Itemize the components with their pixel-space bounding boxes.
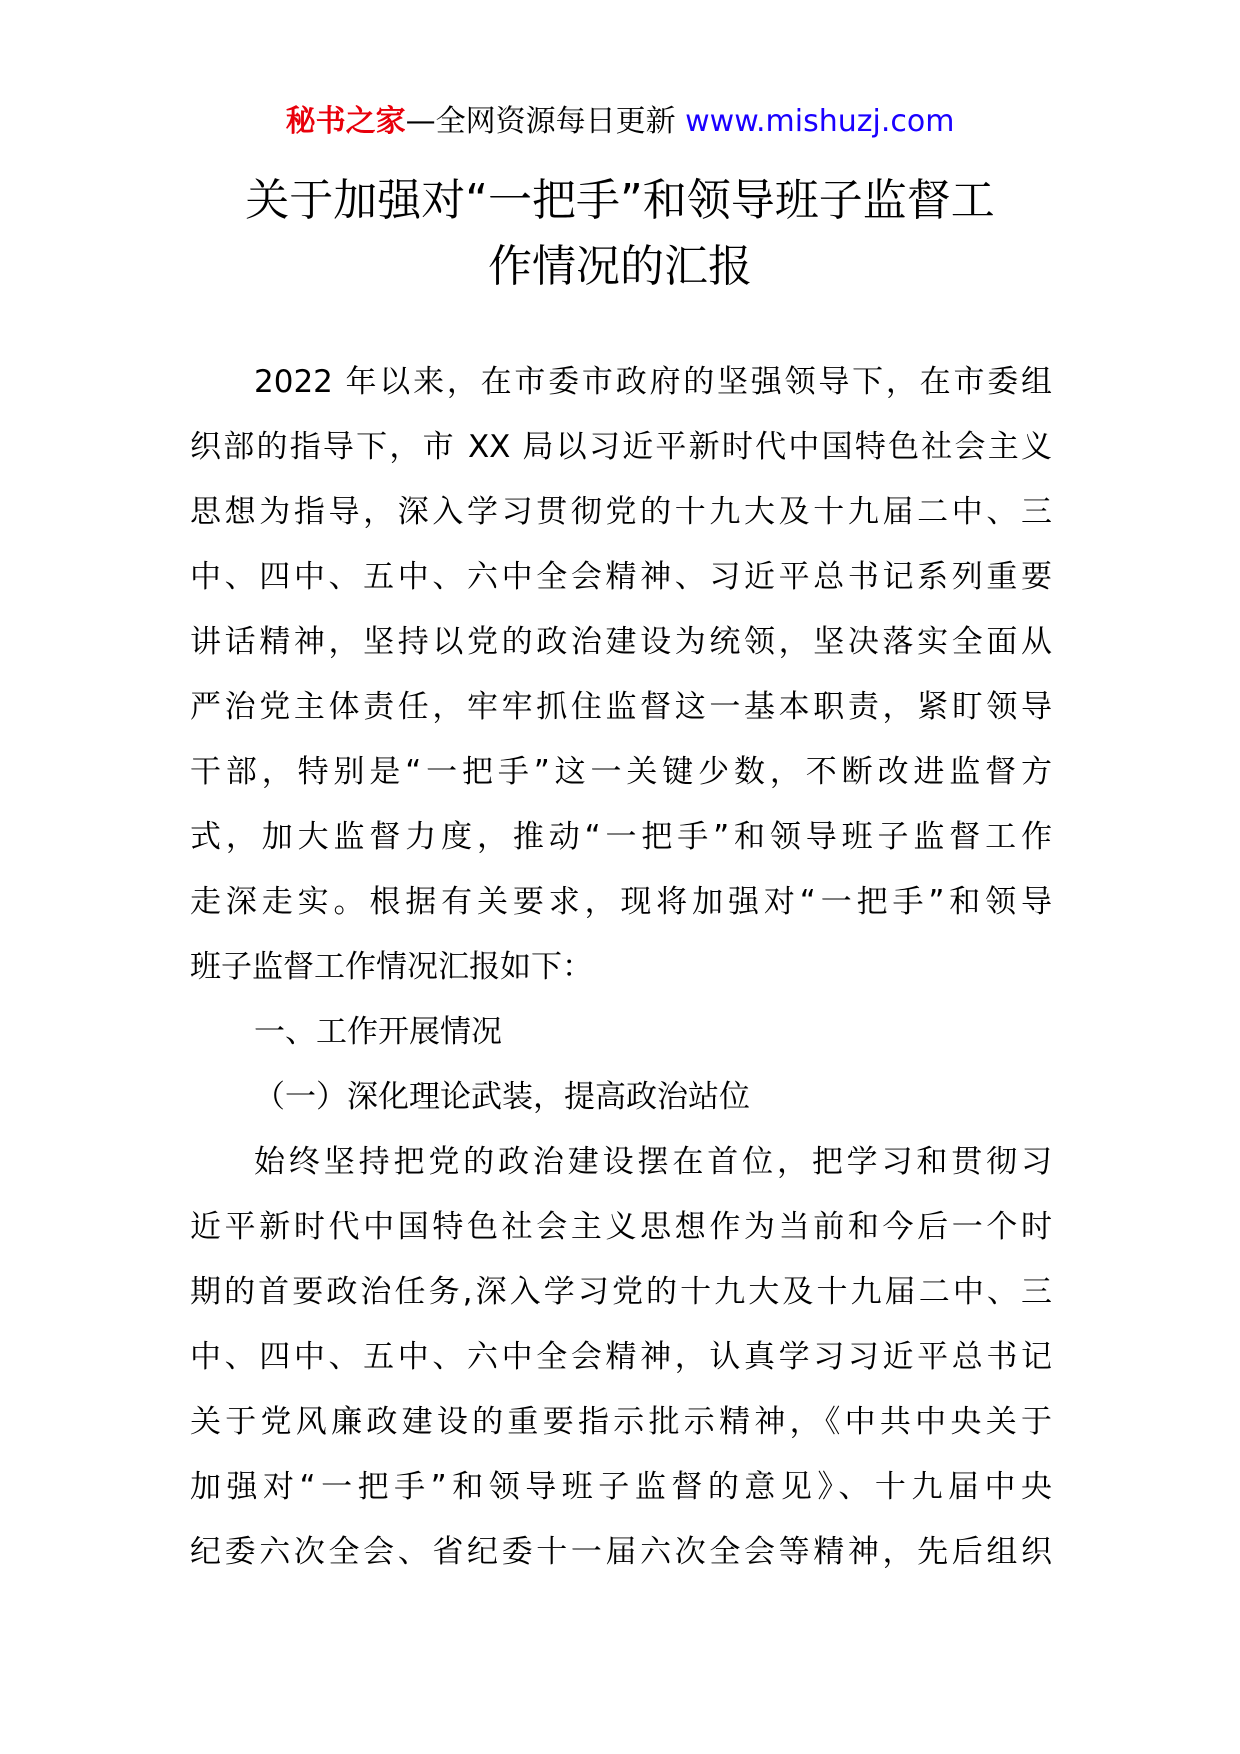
text-line: 严治党主体责任，牢牢抓住监督这一基本职责，紧盯领导	[190, 689, 1052, 725]
text-line: 式，加大监督力度，推动“一把手”和领导班子监督工作	[190, 819, 1052, 855]
brand-name: 秘书之家	[285, 104, 406, 139]
site-url-link[interactable]: www.mishuzj.com	[685, 104, 955, 139]
subsection-heading-text: （一）深化理论武装，提高政治站位	[254, 1079, 750, 1115]
section-heading	[190, 1008, 1052, 1073]
text-line: 讲话精神，坚持以党的政治建设为统领，坚决落实全面从	[190, 624, 1052, 660]
text-line: 关于党风廉政建设的重要指示批示精神，《中共中央关于	[190, 1404, 1052, 1440]
text-line: 中、四中、五中、六中全会精神，认真学习习近平总书记	[190, 1339, 1052, 1375]
header-banner	[0, 100, 1240, 144]
page-title	[190, 168, 1050, 300]
title-line-1: 关于加强对“一把手”和领导班子监督工	[245, 175, 995, 226]
paragraph-intro	[190, 358, 1052, 1008]
text-line: 纪委六次全会、省纪委十一届六次全会等精神，先后组织	[190, 1534, 1052, 1570]
text-line: 加强对“一把手”和领导班子监督的意见》、十九届中央	[190, 1469, 1052, 1505]
text-line: 织部的指导下，市 XX 局以习近平新时代中国特色社会主义	[190, 429, 1052, 465]
title-line-2: 作情况的汇报	[488, 241, 752, 292]
text-line: 期的首要政治任务,深入学习党的十九大及十九届二中、三	[190, 1274, 1052, 1310]
text-line: 始终坚持把党的政治建设摆在首位，把学习和贯彻习	[254, 1144, 1052, 1180]
header-tagline: —全网资源每日更新	[405, 104, 676, 139]
text-line: 2022 年以来，在市委市政府的坚强领导下，在市委组	[254, 364, 1052, 400]
subsection-heading	[190, 1073, 1052, 1138]
text-line: 近平新时代中国特色社会主义思想作为当前和今后一个时	[190, 1209, 1052, 1245]
text-line: 中、四中、五中、六中全会精神、习近平总书记系列重要	[190, 559, 1052, 595]
text-line: 思想为指导，深入学习贯彻党的十九大及十九届二中、三	[190, 494, 1052, 530]
paragraph-body	[190, 1138, 1052, 1593]
text-line: 走深走实。根据有关要求，现将加强对“一把手”和领导	[190, 884, 1052, 920]
text-line: 干部，特别是“一把手”这一关键少数，不断改进监督方	[190, 754, 1052, 790]
document-body	[190, 358, 1052, 1593]
text-line: 班子监督工作情况汇报如下：	[190, 949, 593, 985]
section-heading-text: 一、工作开展情况	[254, 1014, 502, 1050]
